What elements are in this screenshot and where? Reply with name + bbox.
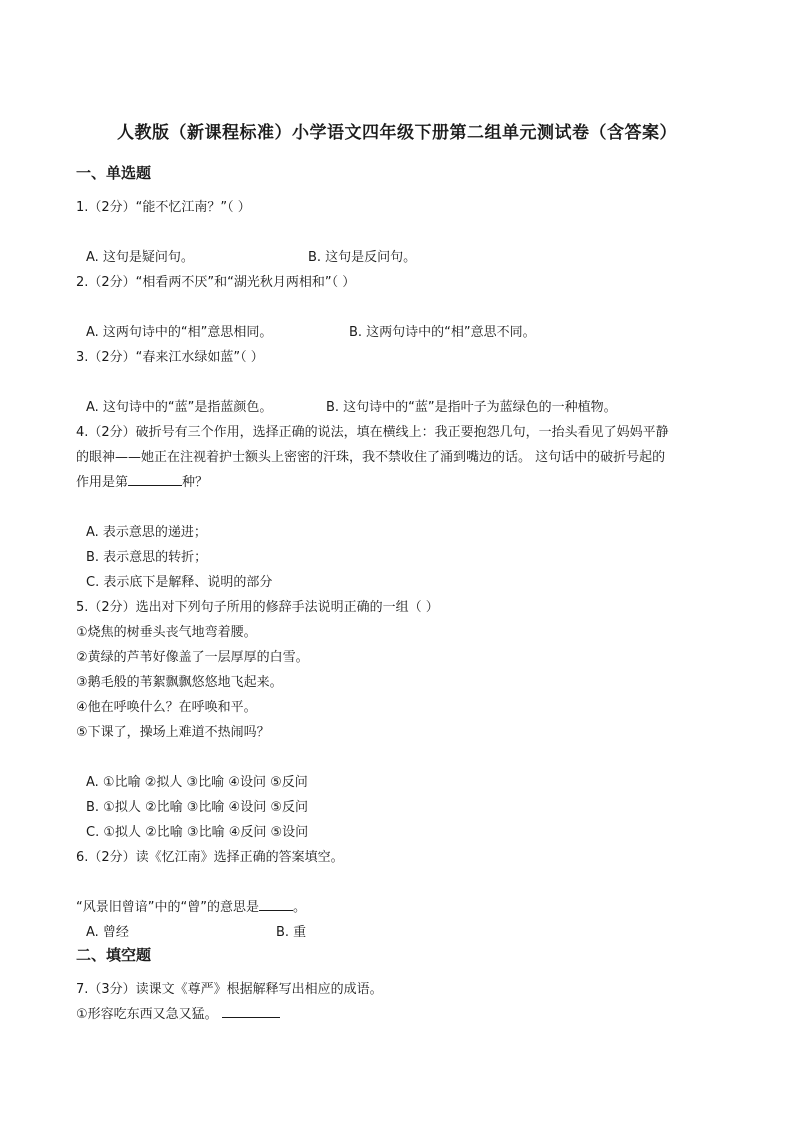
question-4-stem-line-3 [76, 471, 208, 490]
question-2-option-a: A. 这两句诗中的“相”意思相同。 [86, 325, 273, 340]
question-3-option-b: B. 这句诗中的“蓝”是指叶子为蓝绿色的一种植物。 [326, 400, 617, 415]
question-4-stem-line-1: 4.（2分）破折号有三个作用，选择正确的说法，填在横线上：我正要抱怨几句，一抬头看见了妈妈平静 [76, 425, 669, 440]
question-4-option-a: A. 表示意思的递进； [86, 525, 207, 540]
question-6-body [76, 896, 306, 915]
question-5-stem: 5.（2分）选出对下列句子所用的修辞手法说明正确的一组（ ） [76, 600, 439, 615]
question-1-option-a: A. 这句是疑问句。 [86, 250, 194, 265]
question-6-stem: 6.（2分）读《忆江南》选择正确的答案填空。 [76, 850, 344, 865]
question-2-stem: 2.（2分）“相看两不厌”和“湖光秋月两相和”（ ） [76, 275, 356, 290]
question-4-option-b: B. 表示意思的转折； [86, 550, 208, 565]
question-5-sentence-3: ③鹅毛般的苇絮飘飘悠悠地飞起来。 [76, 675, 283, 690]
question-5-sentence-5: ⑤下课了，操场上难道不热闹吗？ [76, 725, 270, 740]
question-7-item-1-answer-blank[interactable] [222, 1005, 280, 1018]
question-1-option-b: B. 这句是反问句。 [308, 250, 417, 265]
question-4-answer-blank[interactable] [128, 473, 182, 486]
question-5-sentence-1: ①烧焦的树垂头丧气地弯着腰。 [76, 625, 257, 640]
question-5-option-c: C. ①拟人 ②比喻 ③比喻 ④反问 ⑤设问 [86, 825, 309, 840]
question-6-option-b: B. 重 [276, 925, 307, 940]
question-5-sentence-2: ②黄绿的芦苇好像盖了一层厚厚的白雪。 [76, 650, 309, 665]
question-7-stem: 7.（3分）读课文《尊严》根据解释写出相应的成语。 [76, 982, 383, 997]
question-3-option-a: A. 这句诗中的“蓝”是指蓝颜色。 [86, 400, 273, 415]
question-4-stem-line-2: 的眼神——她正在注视着护士额头上密密的汗珠，我不禁收住了涌到嘴边的话。 这句话中的破折号起的 [76, 450, 666, 465]
question-5-sentence-4: ④他在呼唤什么？在呼唤和平。 [76, 700, 257, 715]
page-title: 人教版（新课程标准）小学语文四年级下册第二组单元测试卷（含答案） [117, 123, 677, 143]
question-5-option-a: A. ①比喻 ②拟人 ③比喻 ④设问 ⑤反问 [86, 775, 308, 790]
question-7-item-1 [76, 1003, 280, 1022]
question-6-body-prefix: “风景旧曾谙”中的“曾”的意思是 [76, 900, 259, 915]
section-heading-fill-in: 二、填空题 [76, 946, 152, 964]
section-heading-single-choice: 一、单选题 [76, 164, 152, 182]
question-1-stem: 1.（2分）“能不忆江南？”（ ） [76, 200, 251, 215]
question-6-body-suffix: 。 [292, 900, 306, 915]
question-4-stem-prefix: 作用是第 [76, 475, 129, 490]
question-2-option-b: B. 这两句诗中的“相”意思不同。 [349, 325, 536, 340]
question-5-option-b: B. ①拟人 ②比喻 ③比喻 ④设问 ⑤反问 [86, 800, 308, 815]
question-7-item-1-text: ①形容吃东西又急又猛。 [76, 1007, 218, 1022]
question-6-answer-blank[interactable] [259, 898, 293, 911]
question-6-option-a: A. 曾经 [86, 925, 129, 940]
question-4-option-c: C. 表示底下是解释、说明的部分 [86, 575, 273, 590]
question-4-stem-suffix: 种？ [182, 475, 209, 490]
question-3-stem: 3.（2分）“春来江水绿如蓝”（ ） [76, 350, 264, 365]
